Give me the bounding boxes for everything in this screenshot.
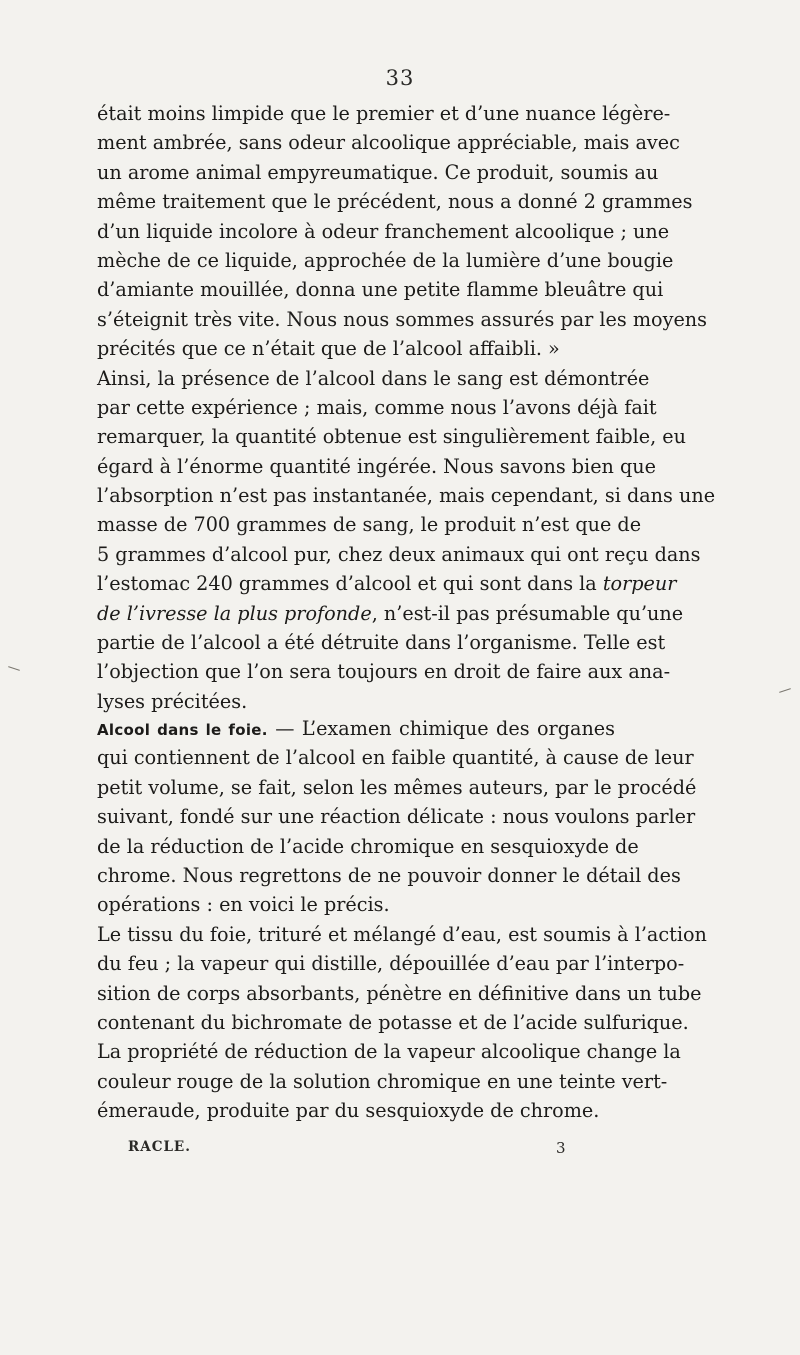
text-line: égard à l’énorme quantité ingérée. Nous savons bien que — [97, 454, 657, 478]
text-line: s’éteignit très vite. Nous nous sommes assurés par les moyens — [97, 307, 707, 331]
paragraph-alcohol-in-blood — [97, 99, 716, 716]
text-line: d’un liquide incolore à odeur franchement alcoolique ; une — [97, 219, 670, 243]
text-line: l’absorption n’est pas instantanée, mais cependant, si dans une — [97, 484, 716, 508]
text-line: contenant du bichromate de potasse et de l’acide sulfurique. — [97, 1010, 689, 1034]
text-line: 5 grammes d’alcool pur, chez deux animaux qui ont reçu dans — [97, 542, 701, 566]
text-fragment: l’estomac 240 grammes d’alcool et qui sont dans la — [97, 572, 603, 596]
section-heading: Alcool dans le foie. — [97, 721, 268, 739]
text-line: couleur rouge de la solution chromique en une teinte vert- — [97, 1069, 668, 1093]
printer-signature: RACLE. — [128, 1139, 191, 1155]
text-line: mèche de ce liquide, approchée de la lumière d’une bougie — [97, 248, 674, 272]
text-line: masse de 700 grammes de sang, le produit n’est que de — [97, 513, 642, 537]
text-line-with-italic — [97, 599, 684, 628]
text-line: était moins limpide que le premier et d’une nuance légère- — [97, 102, 671, 125]
italic-term-torpeur: torpeur — [602, 572, 677, 596]
page-number: 33 — [385, 66, 415, 90]
text-line: d’amiante mouillée, donna une petite flamme bleuâtre qui — [97, 278, 664, 302]
text-line: ment ambrée, sans odeur alcoolique appréciable, mais avec — [97, 131, 680, 155]
text-line: même traitement que le précédent, nous a donné 2 grammes — [97, 190, 693, 214]
text-line: Ainsi, la présence de l’alcool dans le sang est démontrée — [97, 366, 650, 390]
italic-phrase-ivresse: de l’ivresse la plus profonde — [97, 601, 372, 625]
text-line: Le tissu du foie, trituré et mélangé d’eau, est soumis à l’action — [97, 922, 707, 946]
margin-mark — [779, 688, 791, 693]
text-line: de la réduction de l’acide chromique en sesquioxyde de — [97, 834, 639, 858]
text-line: lyses précitées. — [97, 689, 248, 713]
text-line: précités que ce n’était que de l’alcool affaibli. » — [97, 337, 560, 361]
text-line: qui contiennent de l’alcool en faible quantité, à cause de leur — [97, 746, 694, 770]
text-line-with-italic — [97, 569, 677, 598]
text-line: suivant, fondé sur une réaction délicate : nous voulons parler — [97, 805, 696, 829]
text-line: émeraude, produite par du sesquioxyde de chrome. — [97, 1099, 600, 1123]
margin-mark — [8, 666, 20, 671]
signature-number: 3 — [556, 1139, 566, 1157]
paragraph-alcohol-in-liver — [97, 714, 707, 1125]
text-line: partie de l’alcool a été détruite dans l’organisme. Telle est — [97, 631, 666, 655]
text-line: chrome. Nous regrettons de ne pouvoir donner le détail des — [97, 863, 681, 887]
text-line: par cette expérience ; mais, comme nous l’avons déjà fait — [97, 395, 657, 419]
section-heading-line — [97, 714, 615, 743]
text-line: un arome animal empyreumatique. Ce produit, soumis au — [97, 160, 659, 184]
text-line: du feu ; la vapeur qui distille, dépouillée d’eau par l’interpo- — [97, 952, 685, 976]
text-line: remarquer, la quantité obtenue est singulièrement faible, eu — [97, 425, 687, 449]
text-line: opérations : en voici le précis. — [97, 893, 390, 917]
text-line: petit volume, se fait, selon les mêmes auteurs, par le procédé — [97, 775, 697, 799]
text-line: sition de corps absorbants, pénètre en définitive dans un tube — [97, 981, 702, 1005]
text-fragment: , n’est-il pas présumable qu’une — [371, 601, 684, 625]
text-line: La propriété de réduction de la vapeur alcoolique change la — [97, 1040, 681, 1064]
heading-continuation: — L’examen chimique des organes — [267, 717, 615, 740]
text-line: l’objection que l’on sera toujours en droit de faire aux ana- — [97, 660, 671, 684]
